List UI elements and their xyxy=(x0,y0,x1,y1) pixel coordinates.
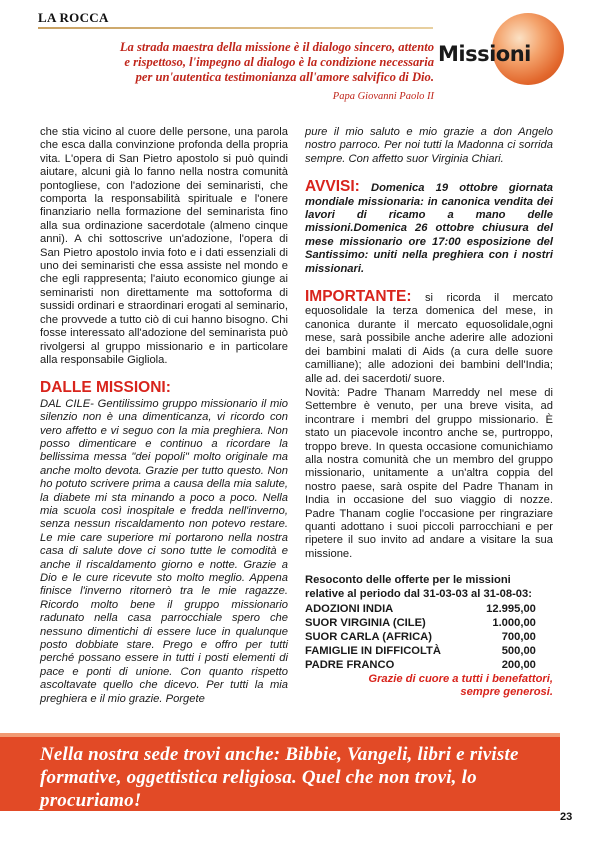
offer-label: SUOR VIRGINIA (CILE) xyxy=(305,617,426,629)
side-margin xyxy=(560,733,595,841)
offer-amount: 12.995,00 xyxy=(486,603,536,615)
thanks-line-1: Grazie di cuore a tutti i benefattori, xyxy=(368,673,553,685)
opening-quote xyxy=(42,40,434,85)
bottom-banner-text: Nella nostra sede trovi anche: Bibbie, Vangeli, libri e riviste formative, oggettistica religiosa. Quel che non trovi, lo procuriamo! xyxy=(40,744,519,811)
magazine-title: LA ROCCA xyxy=(38,10,109,25)
seminarian-adoption-paragraph: che stia vicino al cuore delle persone, una parola che esca dalla convinzione profonda della propria vita. L'opera di San Pietro apostolo si può quindi aiutare, alcuni già lo fanno nella nostra comunità pontogliese, con l'adozione dei seminaristi, che comporta la responsabilità spirituale e l'onere finanziario nella formazione del seminarista fino alla sua ordinazione sacerdotale (almeno cinque anni). A chi sottoscrive un'adozione, l'opera di San Pietro apostolo invia foto e i dati essenziali di uno dei seminaristi che essa assiste nel mondo e che egli rappresenta; l'aiuto economico giunge ai seminaristi non direttamente ma sottoforma di sussidi ordinari e straordinari erogati al seminario, che provvede a tutto ciò di cui hanno bisogno. Chi fosse interessato all'adozione del seminarista può rivolgersi al gruppo missionario e in particolare alla responsabile Gigliola. xyxy=(40,126,288,366)
offers-table xyxy=(305,602,536,672)
table-row xyxy=(305,658,536,672)
offer-amount: 500,00 xyxy=(501,645,536,657)
quote-line-2: e rispettoso, l'impegno al dialogo è la condizione necessaria xyxy=(124,55,434,69)
header-divider xyxy=(38,27,433,29)
table-row xyxy=(305,602,536,616)
table-row xyxy=(305,616,536,630)
avvisi-text: Domenica 19 ottobre giornata mondiale missionaria: in canonica vendita dei lavori di ricamo a mano delle missioni.Domenica 26 ottobre chiusura del mese missionario ore 17:00 esposizione del Santissimo: uniti nella preghiera con i nostri missionari. xyxy=(305,182,554,275)
table-row xyxy=(305,630,536,644)
novita-paragraph: Novità: Padre Thanam Marreddy nel mese di Settembre è venuto, per una breve visita, ad incontrare i membri del gruppo missionario. È stato un piacevole incontro anche se, purtroppo, troppo breve. In questa occasione comunichiamo alla nostra comunità che un membro del gruppo missionario, unitamente a un'altra coppia del nostro paese, sarà ospite del Padre Thanam in India in occasione del suo viaggio di nozze. Padre Thanam coglie l'occasione per ringraziare quanti adottano i suoi piccoli parrocchiani e per ripetere il suo invito ad andare a visitare la sua missione. xyxy=(305,386,553,560)
offer-amount: 1.000,00 xyxy=(492,617,536,629)
avvisi-block xyxy=(305,180,553,276)
thanks-line-2: sempre generosi. xyxy=(460,686,553,699)
missions-letter: DAL CILE- Gentilissimo gruppo missionario il mio silenzio non è una dimenticanza, vi ricordo con vero affetto e vi seguo con la mia preghiera. Non posso dimenticare e continuo a ricordare la bellissima messa "dei popoli" molto originale ma anche molto devota. Grazie per tutto questo. Non ho potuto scrivere prima a causa della mia salute, la diabete mi sta minando a poco a poco. Nella mia scuola così inospitale e fredda nell'inverno, senza nessun riscaldamento non potevo restare. Le mie care superiore mi portarono nella nostra casa di salute dove ci sono tutte le comodità e anche il riscaldamento giorno e notte. Grazie a Dio e le cure ricevute sto molto meglio. Appena finisce l'inverno ritornerò tra le mie ragazze. Ricordo molto bene il gruppo missionario radunato nella casa parrocchiale spero che nessuno dimentichi di essere luce in qualunque posto dobbiate stare. Prego e offro per tutti perché possano essere in tutti i posti elementi di pace e ponti di unione. Con quanto rispetto ascoltavate quello che dicevo. Per tutti la mia preghiera e il mio grazie. Porgete xyxy=(40,397,288,705)
importante-block xyxy=(305,290,553,386)
page-number: 23 xyxy=(560,811,573,823)
quote-line-3: per un'autentica testimonianza all'amore salvifico di Dio. xyxy=(135,70,434,84)
avvisi-heading: AVVISI: xyxy=(305,178,360,196)
footer-band xyxy=(0,811,560,841)
offer-amount: 200,00 xyxy=(501,659,536,671)
importante-heading: IMPORTANTE: xyxy=(305,288,412,306)
table-row xyxy=(305,644,536,658)
offer-amount: 700,00 xyxy=(501,631,536,643)
letter-continuation: pure il mio saluto e mio grazie a don Angelo nostro parroco. Per noi tutti la Madonna ci sorrida sempre. Con affetto suor Virginia Chiari. xyxy=(305,126,553,165)
offer-label: ADOZIONI INDIA xyxy=(305,603,394,615)
missions-heading: DALLE MISSIONI: xyxy=(40,379,171,397)
right-column xyxy=(305,126,553,700)
section-title: Missioni xyxy=(438,42,531,66)
importante-text: si ricorda il mercato equosolidale la terza domenica del mese, in canonica durante il mercato equosolidale,ogni mese, sarà possibile anche aderire alle adozioni dei bambini malati di Aids (a cura delle suore camilliane); alle adozioni dei bambini dell'India; alle ad. dei sacerdoti/ suore. xyxy=(305,292,554,385)
missions-heading-block xyxy=(40,381,288,396)
quote-line-1: La strada maestra della missione è il dialogo sincero, attento xyxy=(119,40,434,54)
offer-label: PADRE FRANCO xyxy=(305,659,395,671)
offer-label: SUOR CARLA (AFRICA) xyxy=(305,631,432,643)
quote-author: Papa Giovanni Paolo II xyxy=(332,91,434,102)
thanks-note xyxy=(305,673,553,700)
left-column xyxy=(40,126,288,706)
offer-label: FAMIGLIE IN DIFFICOLTÀ xyxy=(305,645,441,657)
offers-report-title: Resoconto delle offerte per le missioni relative al periodo dal 31-03-03 al 31-08-03: xyxy=(305,574,532,600)
